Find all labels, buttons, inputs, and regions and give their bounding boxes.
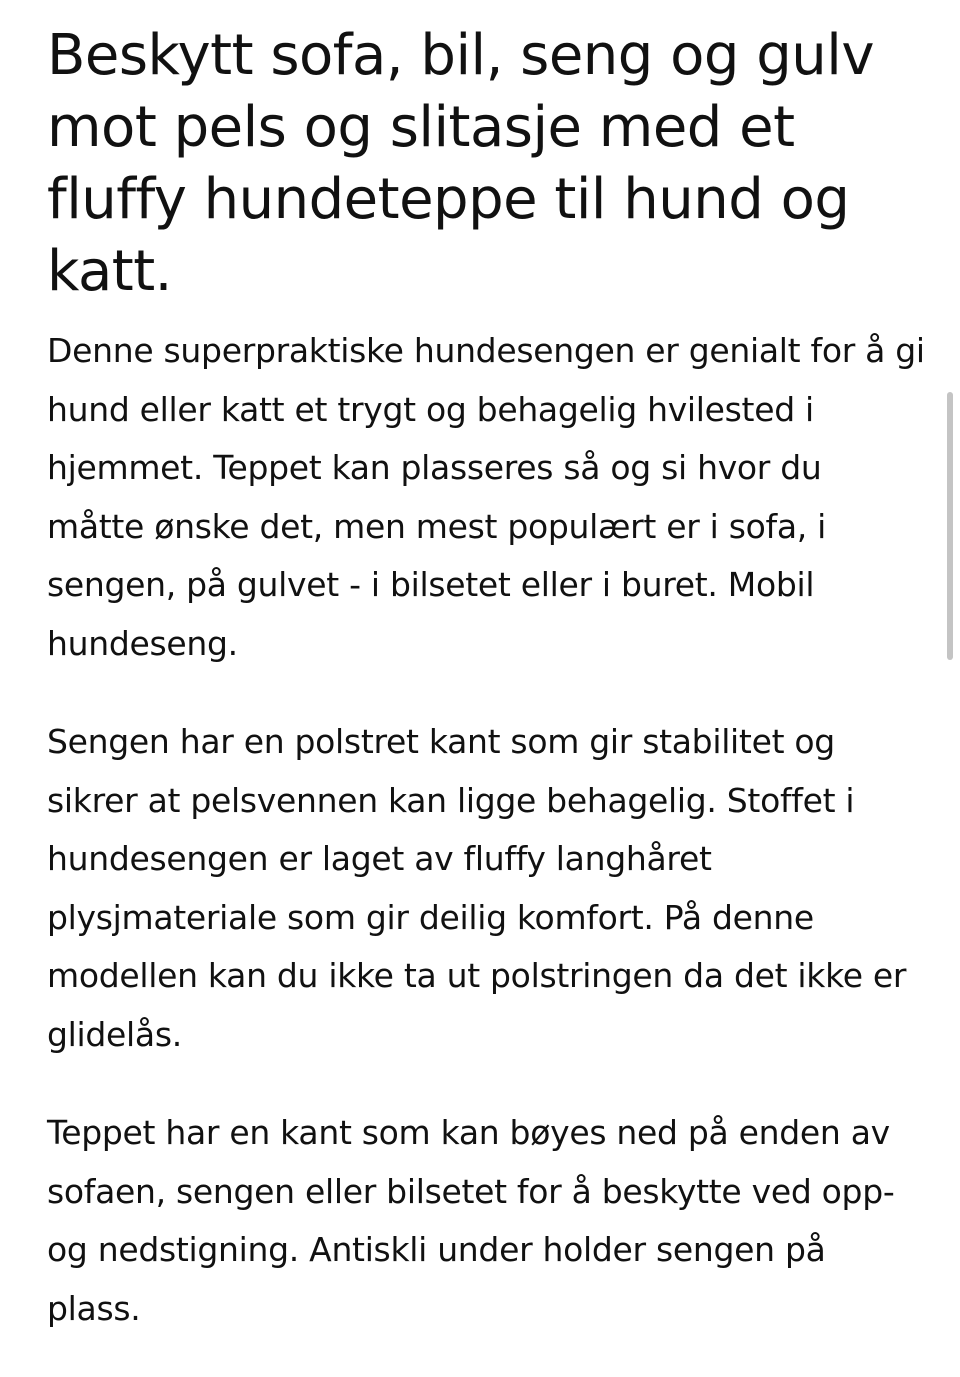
article-paragraph-1: Denne superpraktiske hundesengen er genialt for å gi hund eller katt et trygt og behagelig hvilested i hjemmet. Teppet kan plasseres så og si hvor du måtte ønske det, men mest populært er i sofa, i sengen, på gulvet - i bilsetet eller i buret. Mobil hundeseng. [47, 331, 925, 663]
article-title: Beskytt sofa, bil, seng og gulv mot pels og slitasje med et fluffy hundeteppe til hund og katt. [47, 23, 874, 304]
article-paragraph-3: Teppet har en kant som kan bøyes ned på enden av sofaen, sengen eller bilsetet for å beskytte ved opp- og nedstigning. Antiskli under holder sengen på plass. [47, 1113, 895, 1328]
article-content [47, 20, 927, 1338]
scrollbar-thumb[interactable] [947, 392, 953, 660]
article-paragraph-2: Sengen har en polstret kant som gir stabilitet og sikrer at pelsvennen kan ligge behagelig. Stoffet i hundesengen er laget av fluffy langhåret plysjmateriale som gir deilig komfort. På denne modellen kan du ikke ta ut polstringen da det ikke er glidelås. [47, 722, 907, 1054]
